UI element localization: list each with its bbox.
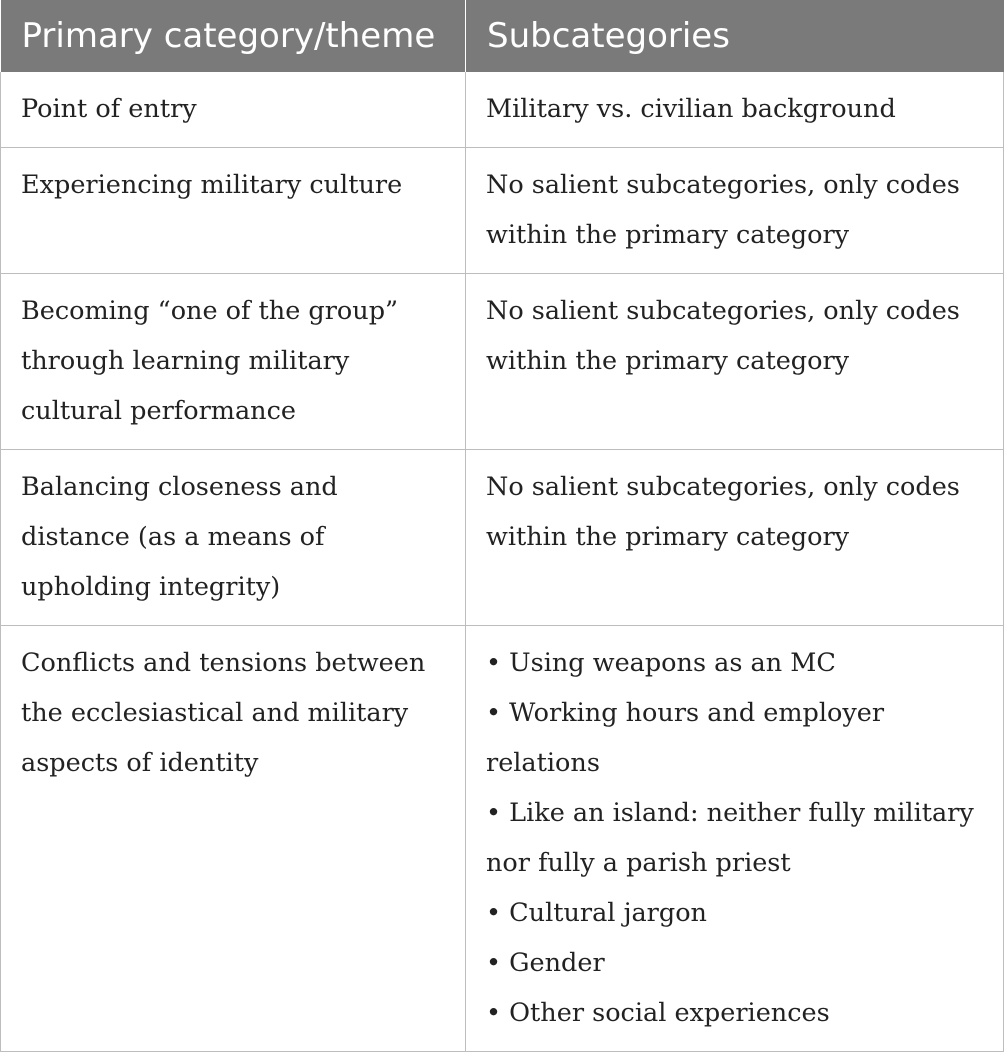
list-item-text: Cultural jargon [509, 898, 707, 928]
header-subcategories: Subcategories [466, 0, 1004, 72]
primary-cell: Conflicts and tensions between the ecclesiastical and military aspects of identity [1, 626, 466, 1052]
table-row [1, 626, 1004, 1052]
table-row [1, 72, 1004, 148]
subcategory-cell [466, 626, 1004, 1052]
subcategory-cell: No salient subcategories, only codes within the primary category [466, 450, 1004, 626]
subcategory-cell: No salient subcategories, only codes within the primary category [466, 148, 1004, 274]
primary-cell: Becoming “one of the group” through learning military cultural performance [1, 274, 466, 450]
list-item [486, 938, 983, 988]
bullet-icon: • [486, 948, 510, 978]
primary-cell: Experiencing military culture [1, 148, 466, 274]
subcategory-cell: No salient subcategories, only codes within the primary category [466, 274, 1004, 450]
table-row [1, 450, 1004, 626]
table-header [1, 0, 1004, 72]
list-item-text: Other social experiences [509, 998, 830, 1028]
list-item [486, 788, 983, 888]
list-item [486, 638, 983, 688]
bullet-icon: • [486, 698, 510, 728]
table-row [1, 274, 1004, 450]
header-primary-category: Primary category/theme [1, 0, 466, 72]
list-item [486, 888, 983, 938]
list-item [486, 688, 983, 788]
list-item [486, 988, 983, 1038]
table-row [1, 148, 1004, 274]
primary-cell: Balancing closeness and distance (as a means of upholding integrity) [1, 450, 466, 626]
subcategory-list [486, 638, 983, 1038]
bullet-icon: • [486, 648, 510, 678]
table-body [1, 72, 1004, 1052]
list-item-text: Gender [509, 948, 605, 978]
primary-cell: Point of entry [1, 72, 466, 148]
list-item-text: Using weapons as an MC [509, 648, 836, 678]
list-item-text: Like an island: neither fully military nor fully a parish priest [486, 798, 974, 878]
bullet-icon: • [486, 898, 510, 928]
subcategory-cell: Military vs. civilian background [466, 72, 1004, 148]
list-item-text: Working hours and employer relations [486, 698, 885, 778]
bullet-icon: • [486, 998, 510, 1028]
header-row [1, 0, 1004, 72]
bullet-icon: • [486, 798, 510, 828]
